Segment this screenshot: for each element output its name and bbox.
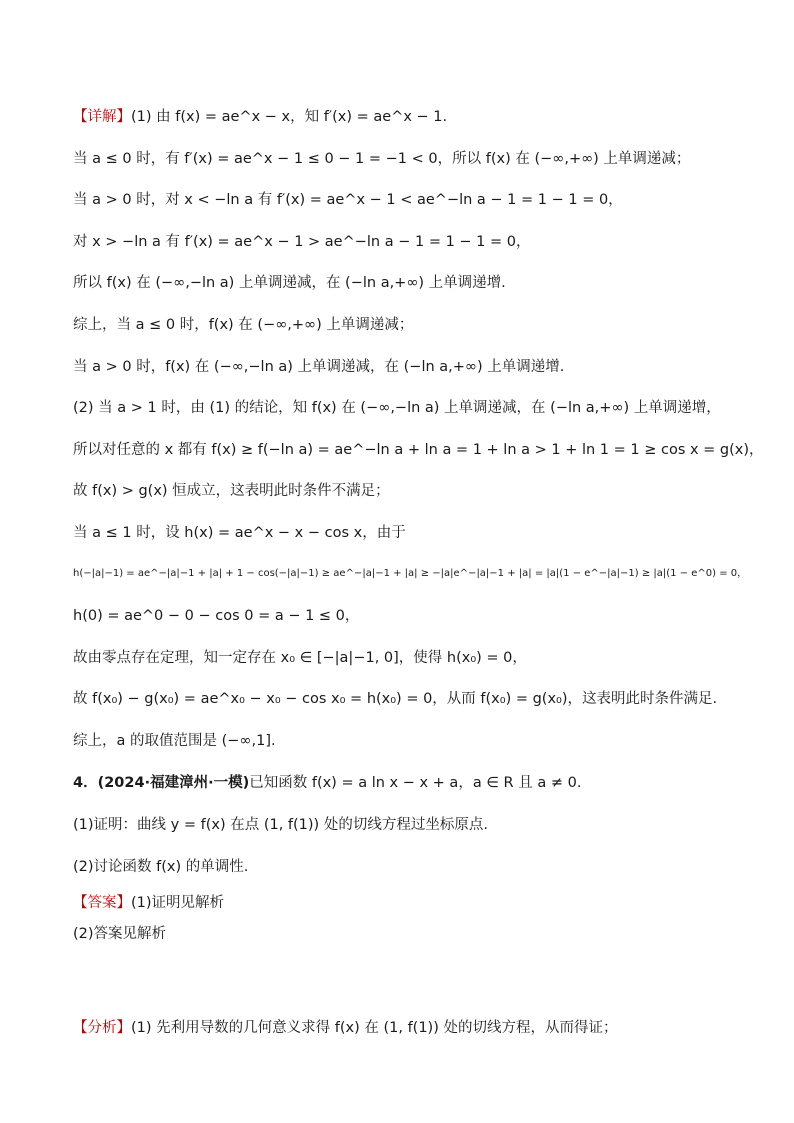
- detail-line-3: 当 a > 0 时，对 x < −ln a 有 f′(x) = ae^x − 1 < ae^−ln a − 1 = 1 − 1 = 0，: [73, 192, 623, 208]
- problem-part-2: (2)讨论函数 f(x) 的单调性.: [73, 859, 249, 875]
- detail-line-5: 所以 f(x) 在 (−∞,−ln a) 上单调递减，在 (−ln a,+∞) 上单调递增.: [73, 275, 506, 291]
- problem-number: 4．: [73, 775, 98, 791]
- analysis-line: [73, 1018, 617, 1038]
- detail-line-14: 故由零点存在定理，知一定存在 x₀ ∈ [−|a|−1, 0]，使得 h(x₀) = 0，: [73, 650, 527, 666]
- analysis-label: 【分析】: [73, 1020, 131, 1036]
- detail-line-10: 故 f(x) > g(x) 恒成立，这表明此时条件不满足；: [73, 483, 390, 499]
- problem-4-stem: [73, 773, 581, 793]
- detail-line-13: h(0) = ae^0 − 0 − cos 0 = a − 1 ≤ 0，: [73, 608, 360, 624]
- detail-line-15: 故 f(x₀) − g(x₀) = ae^x₀ − x₀ − cos x₀ = h(x₀) = 0，从而 f(x₀) = g(x₀)，这表明此时条件满足.: [73, 691, 718, 707]
- detail-line-11: 当 a ≤ 1 时，设 h(x) = ae^x − x − cos x，由于: [73, 525, 406, 541]
- analysis-text: (1) 先利用导数的几何意义求得 f(x) 在 (1, f(1)) 处的切线方程，从而得证；: [131, 1020, 618, 1036]
- detail-line-9: 所以对任意的 x 都有 f(x) ≥ f(−ln a) = ae^−ln a + ln a = 1 + ln a > 1 + ln 1 = 1 ≥ cos x = g(x)，: [73, 442, 764, 458]
- problem-stem-text: 已知函数 f(x) = a ln x − x + a，a ∈ R 且 a ≠ 0.: [249, 775, 582, 791]
- problem-part-1: (1)证明：曲线 y = f(x) 在点 (1, f(1)) 处的切线方程过坐标原点.: [73, 817, 488, 833]
- answer-label: 【答案】: [73, 895, 131, 911]
- detail-line-6: 综上，当 a ≤ 0 时，f(x) 在 (−∞,+∞) 上单调递减；: [73, 317, 414, 333]
- detail-line-16: 综上，a 的取值范围是 (−∞,1].: [73, 733, 276, 749]
- detail-label: 【详解】: [73, 109, 131, 125]
- answer-line-1: [73, 893, 224, 913]
- detail-line-8: (2) 当 a > 1 时，由 (1) 的结论，知 f(x) 在 (−∞,−ln a) 上单调递减，在 (−ln a,+∞) 上单调递增，: [73, 400, 721, 416]
- problem-source: (2024·福建漳州·一模): [97, 775, 250, 791]
- detail-line-7: 当 a > 0 时，f(x) 在 (−∞,−ln a) 上单调递减，在 (−ln a,+∞) 上单调递增.: [73, 359, 565, 375]
- detail-text-1: (1) 由 f(x) = ae^x − x，知 f′(x) = ae^x − 1.: [131, 109, 448, 125]
- detail-line-12: h(−|a|−1) = ae^−|a|−1 + |a| + 1 − cos(−|a|−1) ≥ ae^−|a|−1 + |a| ≥ −|a|e^−|a|−1 + |a| = |a|(1 − e^−|a|−1) ≥ |a|(1 − e^0) = 0，: [73, 568, 748, 579]
- detail-line-1: [73, 107, 447, 127]
- answer-line-2: (2)答案见解析: [73, 926, 167, 942]
- detail-line-2: 当 a ≤ 0 时，有 f′(x) = ae^x − 1 ≤ 0 − 1 = −1 < 0，所以 f(x) 在 (−∞,+∞) 上单调递减；: [73, 151, 691, 167]
- detail-line-4: 对 x > −ln a 有 f′(x) = ae^x − 1 > ae^−ln a − 1 = 1 − 1 = 0，: [73, 234, 531, 250]
- answer-text-1: (1)证明见解析: [131, 895, 225, 911]
